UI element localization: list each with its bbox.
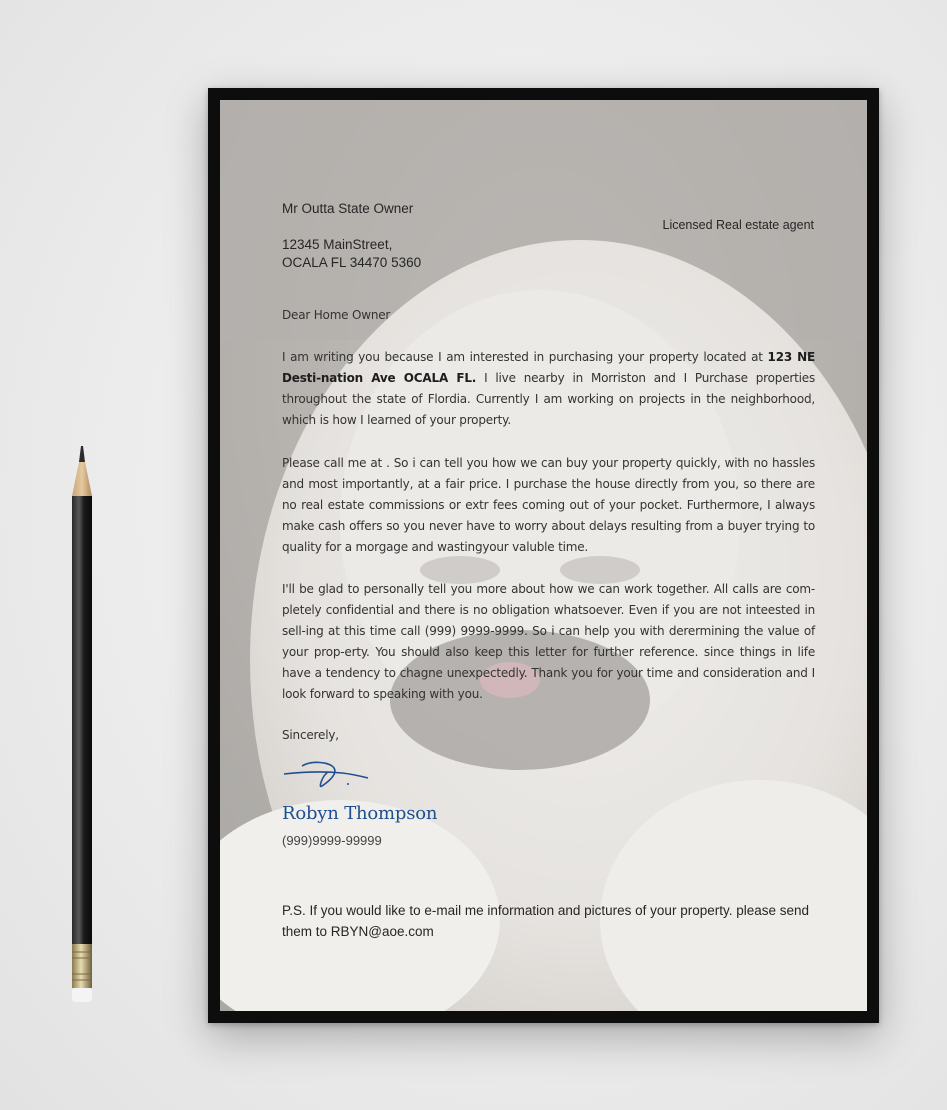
sender-street: 12345 MainStreet,	[282, 237, 393, 252]
property-address: 123 NE Desti-nation Ave OCALA FL.	[282, 350, 815, 385]
postscript: P.S. If you would like to e-mail me information and pictures of your property. please send them to RBYN@aoe.com	[282, 903, 810, 939]
paragraph-2: Please call me at . So i can tell you how we can buy your property quickly, with no hassles and most importantly, at a fair price. I purchase the house directly from you, so there are no real estate commissions or extr fees coming out of your pocket. Furthermore, I always make cash offers so you never have to worry about delays resulting from a buyer trying to quality for a morgage and wastingyour valuble time.	[282, 456, 815, 554]
closing: Sincerely,	[282, 728, 339, 742]
p1-end: I live nearby in Morriston and I Purchase properties throughout the state of Flordia. Currently I am working on projects in the neighborhood, which is how I learned of your property.	[282, 371, 815, 427]
sender-name: Mr Outta State Owner	[282, 201, 414, 216]
signer-name: Robyn Thompson	[282, 803, 438, 824]
letter-sheet	[220, 100, 867, 1011]
sender-city: OCALA FL 34470 5360	[282, 255, 422, 270]
agent-title: Licensed Real estate agent	[662, 218, 814, 232]
paragraph-1	[282, 347, 815, 431]
pencil-illustration	[68, 444, 96, 1006]
letter-frame	[208, 88, 879, 1023]
signer-phone: (999)9999-99999	[282, 833, 382, 848]
letter-content	[220, 100, 867, 1011]
p1-start: I am writing you because I am interested in purchasing your property located at	[282, 350, 768, 364]
greeting: Dear Home Owner	[282, 308, 391, 322]
handwritten-signature	[282, 756, 372, 792]
sender-block	[282, 200, 421, 272]
paragraph-3: I'll be glad to personally tell you more about how we can work together. All calls are com-pletely confidential and there is no obligation whatsoever. Even if you are not inteested in sell-ing at this time call (999) 9999-9999. So i can help you with derermining the value of your prop-erty. You should also keep this letter for further reference. since things in life have a tendency to chagne unexpectedly. Thank you for your time and consideration and I look forward to speaking with you.	[282, 582, 815, 701]
